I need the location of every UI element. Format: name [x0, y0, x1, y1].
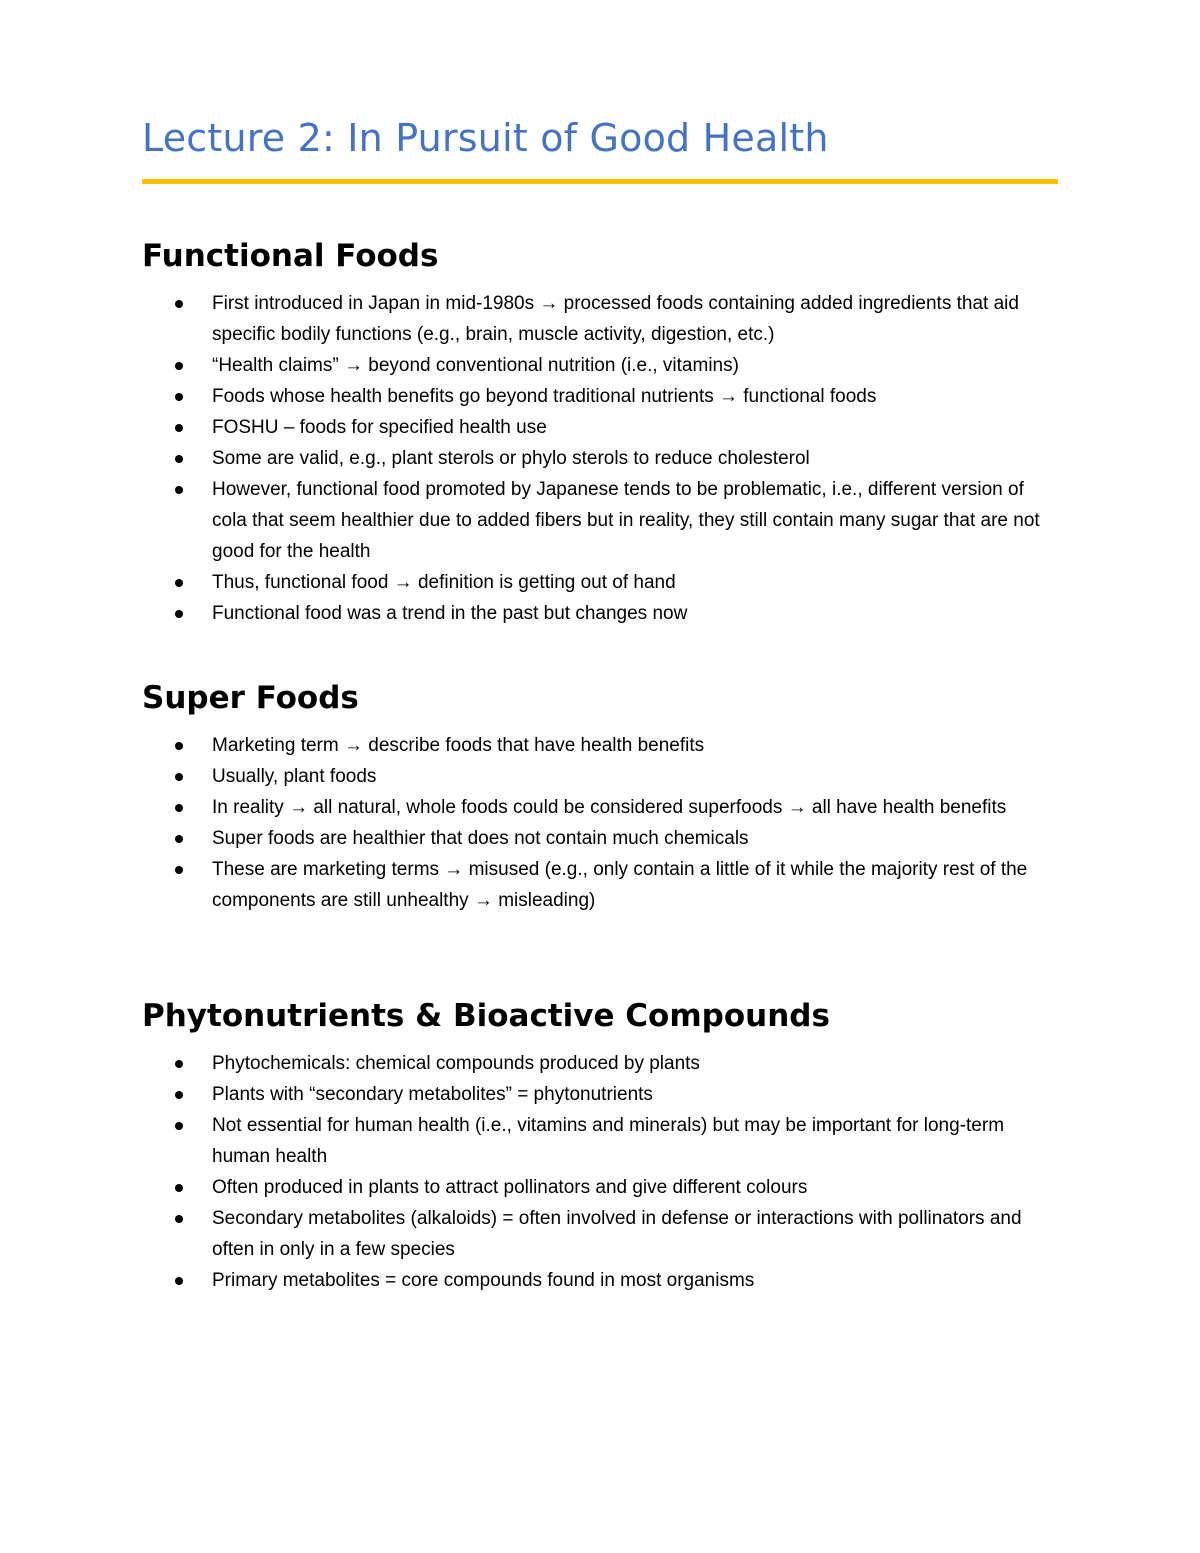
document-page: [142, 110, 1058, 1291]
bullet-icon: [175, 610, 183, 618]
list-item-text: In reality → all natural, whole foods could be considered superfoods → all have health benefits: [212, 797, 1007, 818]
list-item-text: Foods whose health benefits go beyond traditional nutrients → functional foods: [212, 386, 877, 407]
bullet-icon: [175, 1091, 183, 1099]
bullet-icon: [175, 773, 183, 781]
title-underline: [142, 179, 1058, 184]
list-item: [142, 792, 1058, 823]
bullet-icon: [175, 835, 183, 843]
bullet-icon: [175, 362, 183, 370]
bullet-icon: [175, 866, 183, 874]
list-item-text: FOSHU – foods for specified health use: [212, 417, 547, 438]
list-item: [142, 1203, 1058, 1265]
list-item-text: Super foods are healthier that does not contain much chemicals: [212, 828, 749, 849]
list-item-text: “Health claims” → beyond conventional nutrition (i.e., vitamins): [212, 355, 739, 376]
list-item-text: Phytochemicals: chemical compounds produced by plants: [212, 1053, 700, 1074]
bullet-icon: [175, 1184, 183, 1192]
bullet-list: [142, 730, 1058, 916]
bullet-icon: [175, 300, 183, 308]
section-phytonutrients: [142, 996, 1058, 1296]
list-item-text: Marketing term → describe foods that have health benefits: [212, 735, 705, 756]
list-item-text: Plants with “secondary metabolites” = phytonutrients: [212, 1084, 653, 1105]
section-heading: Functional Foods: [142, 238, 439, 274]
list-item: [142, 761, 1058, 792]
bullet-icon: [175, 424, 183, 432]
bullet-icon: [175, 742, 183, 750]
bullet-icon: [175, 579, 183, 587]
list-item: [142, 474, 1058, 567]
list-item-text: Usually, plant foods: [212, 766, 377, 787]
bullet-list: [142, 1048, 1058, 1296]
list-item: [142, 1265, 1058, 1296]
list-item: [142, 443, 1058, 474]
list-item: [142, 1048, 1058, 1079]
list-item-text: Secondary metabolites (alkaloids) = often involved in defense or interactions with pollinators and often in only in a few species: [212, 1208, 1022, 1260]
list-item: [142, 381, 1058, 412]
list-item: [142, 567, 1058, 598]
bullet-icon: [175, 455, 183, 463]
bullet-icon: [175, 1122, 183, 1130]
list-item-text: However, functional food promoted by Japanese tends to be problematic, i.e., different version of cola that seem healthier due to added fibers but in reality, they still contain many sugar that are not good for the health: [212, 479, 1040, 562]
list-item-text: First introduced in Japan in mid-1980s → processed foods containing added ingredients that aid specific bodily functions (e.g., brain, muscle activity, digestion, etc.): [212, 293, 1019, 345]
list-item-text: Functional food was a trend in the past but changes now: [212, 603, 688, 624]
list-item: [142, 1079, 1058, 1110]
list-item-text: Thus, functional food → definition is getting out of hand: [212, 572, 676, 593]
list-item: [142, 823, 1058, 854]
list-item-text: Primary metabolites = core compounds found in most organisms: [212, 1270, 755, 1291]
bullet-icon: [175, 1060, 183, 1068]
list-item: [142, 288, 1058, 350]
section-super-foods: [142, 678, 1058, 916]
list-item: [142, 598, 1058, 629]
list-item: [142, 350, 1058, 381]
list-item: [142, 730, 1058, 761]
section-heading: Super Foods: [142, 680, 359, 716]
list-item: [142, 854, 1058, 916]
document-title: Lecture 2: In Pursuit of Good Health: [142, 116, 829, 160]
list-item: [142, 1172, 1058, 1203]
list-item-text: Not essential for human health (i.e., vitamins and minerals) but may be important for long-term human health: [212, 1115, 1005, 1167]
bullet-icon: [175, 393, 183, 401]
bullet-icon: [175, 1277, 183, 1285]
bullet-list: [142, 288, 1058, 629]
bullet-icon: [175, 1215, 183, 1223]
bullet-icon: [175, 804, 183, 812]
list-item-text: These are marketing terms → misused (e.g., only contain a little of it while the majority rest of the components are still unhealthy → misleading): [212, 859, 1028, 911]
list-item-text: Some are valid, e.g., plant sterols or phylo sterols to reduce cholesterol: [212, 448, 810, 469]
section-functional-foods: [142, 236, 1058, 629]
list-item-text: Often produced in plants to attract pollinators and give different colours: [212, 1177, 808, 1198]
list-item: [142, 412, 1058, 443]
section-heading: Phytonutrients & Bioactive Compounds: [142, 998, 830, 1034]
list-item: [142, 1110, 1058, 1172]
bullet-icon: [175, 486, 183, 494]
